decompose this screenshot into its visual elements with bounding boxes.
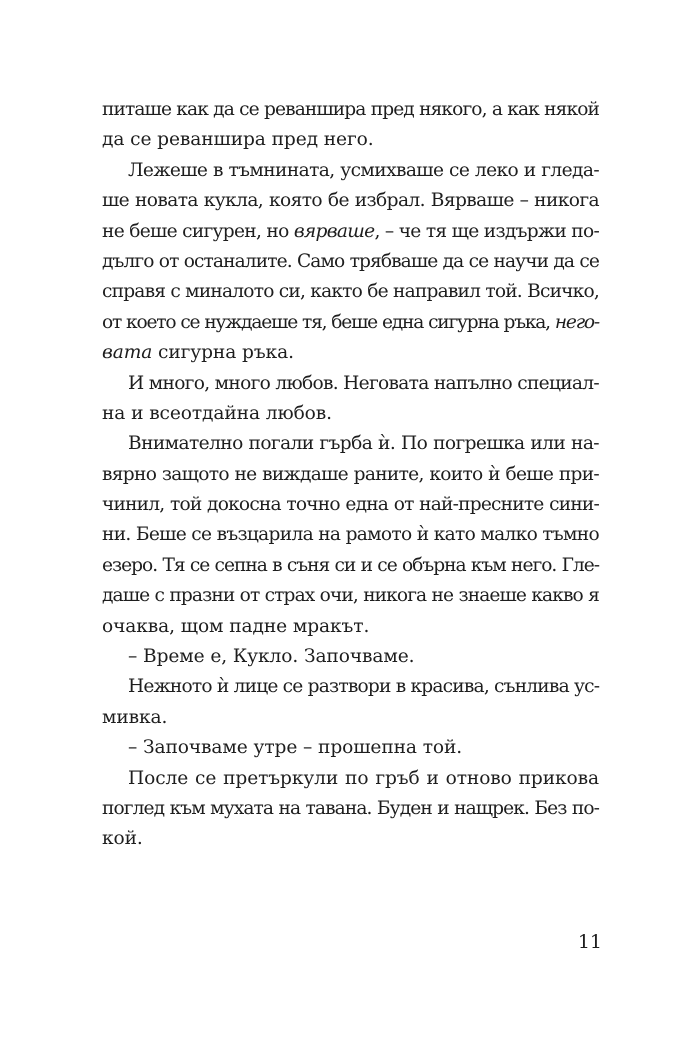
text-line [102,490,599,520]
line-text: мивка. [102,706,168,728]
text-line [102,460,599,490]
text-line [102,399,599,429]
line-text: Внимателно погали гърба ѝ. По погрешка или на- [128,433,599,455]
line-text: даше с празни от страх очи, никога не знаеше какво я [102,585,599,607]
line-text: – Време е, Кукло. Започваме. [128,646,415,668]
text-line [102,794,599,824]
line-text: дълго от останалите. Само трябваше да се научи да се [102,250,599,272]
line-text: на и всеотдайна любов. [102,402,332,424]
text-line [102,612,599,642]
line-text: вярно защото не виждаше раните, които ѝ беше при- [102,463,599,485]
line-text: чинил, той докосна точно една от най-пресните сини- [102,494,599,516]
line-text: , – че тя ще издържи по- [374,220,600,242]
line-text: кой. [102,828,143,850]
text-line [102,551,599,581]
text-line [102,156,599,186]
text-line [102,277,599,307]
text-line [102,703,599,733]
line-text: Нежното ѝ лице се разтвори в красива, сънлива ус- [128,676,600,698]
line-text: очаква, щом падне мракът. [102,615,370,637]
line-text: поглед към мухата на тавана. Буден и нащрек. Без по- [102,797,599,819]
italic-emphasis: вата [102,342,153,364]
text-line [102,764,599,794]
text-line [102,308,599,338]
line-text: ше новата кукла, която бе избрал. Вярваше – никога [102,190,599,212]
italic-emphasis: него- [554,311,599,333]
text-line [102,186,599,216]
text-line [102,125,599,155]
text-line [102,247,599,277]
line-text: от което се нуждаеше тя, беше една сигурна ръка, [102,311,555,333]
text-line [102,520,599,550]
line-text: После се претъркули по гръб и отново прикова [128,767,599,789]
text-line [102,581,599,611]
line-text: – Започваме утре – прошепна той. [128,737,463,759]
text-line [102,338,599,368]
italic-emphasis: вярваше [293,220,375,242]
line-text: Лежеше в тъмнината, усмихваше се леко и гледа- [128,159,599,181]
text-line [102,429,599,459]
line-text: да се реваншира пред него. [102,129,374,151]
text-line [102,733,599,763]
text-line [102,369,599,399]
line-text: ни. Беше се възцарила на рамото ѝ като малко тъмно [102,524,599,546]
text-line [102,672,599,702]
text-line [102,642,599,672]
page-number: 11 [577,931,602,953]
line-text: справя с миналото си, както бе направил той. Всичко, [102,281,599,303]
line-text: не беше сигурен, но [102,220,294,242]
line-text: И много, много любов. Неговата напълно специал- [128,372,599,394]
text-line [102,95,599,125]
line-text: питаше как да се реваншира пред някого, а как някой [102,99,599,120]
line-text: сигурна ръка. [152,342,294,364]
text-line [102,824,599,854]
body-text [102,95,599,855]
line-text: езеро. Тя се сепна в съня си и се обърна към него. Гле- [102,554,599,576]
text-line [102,217,599,247]
